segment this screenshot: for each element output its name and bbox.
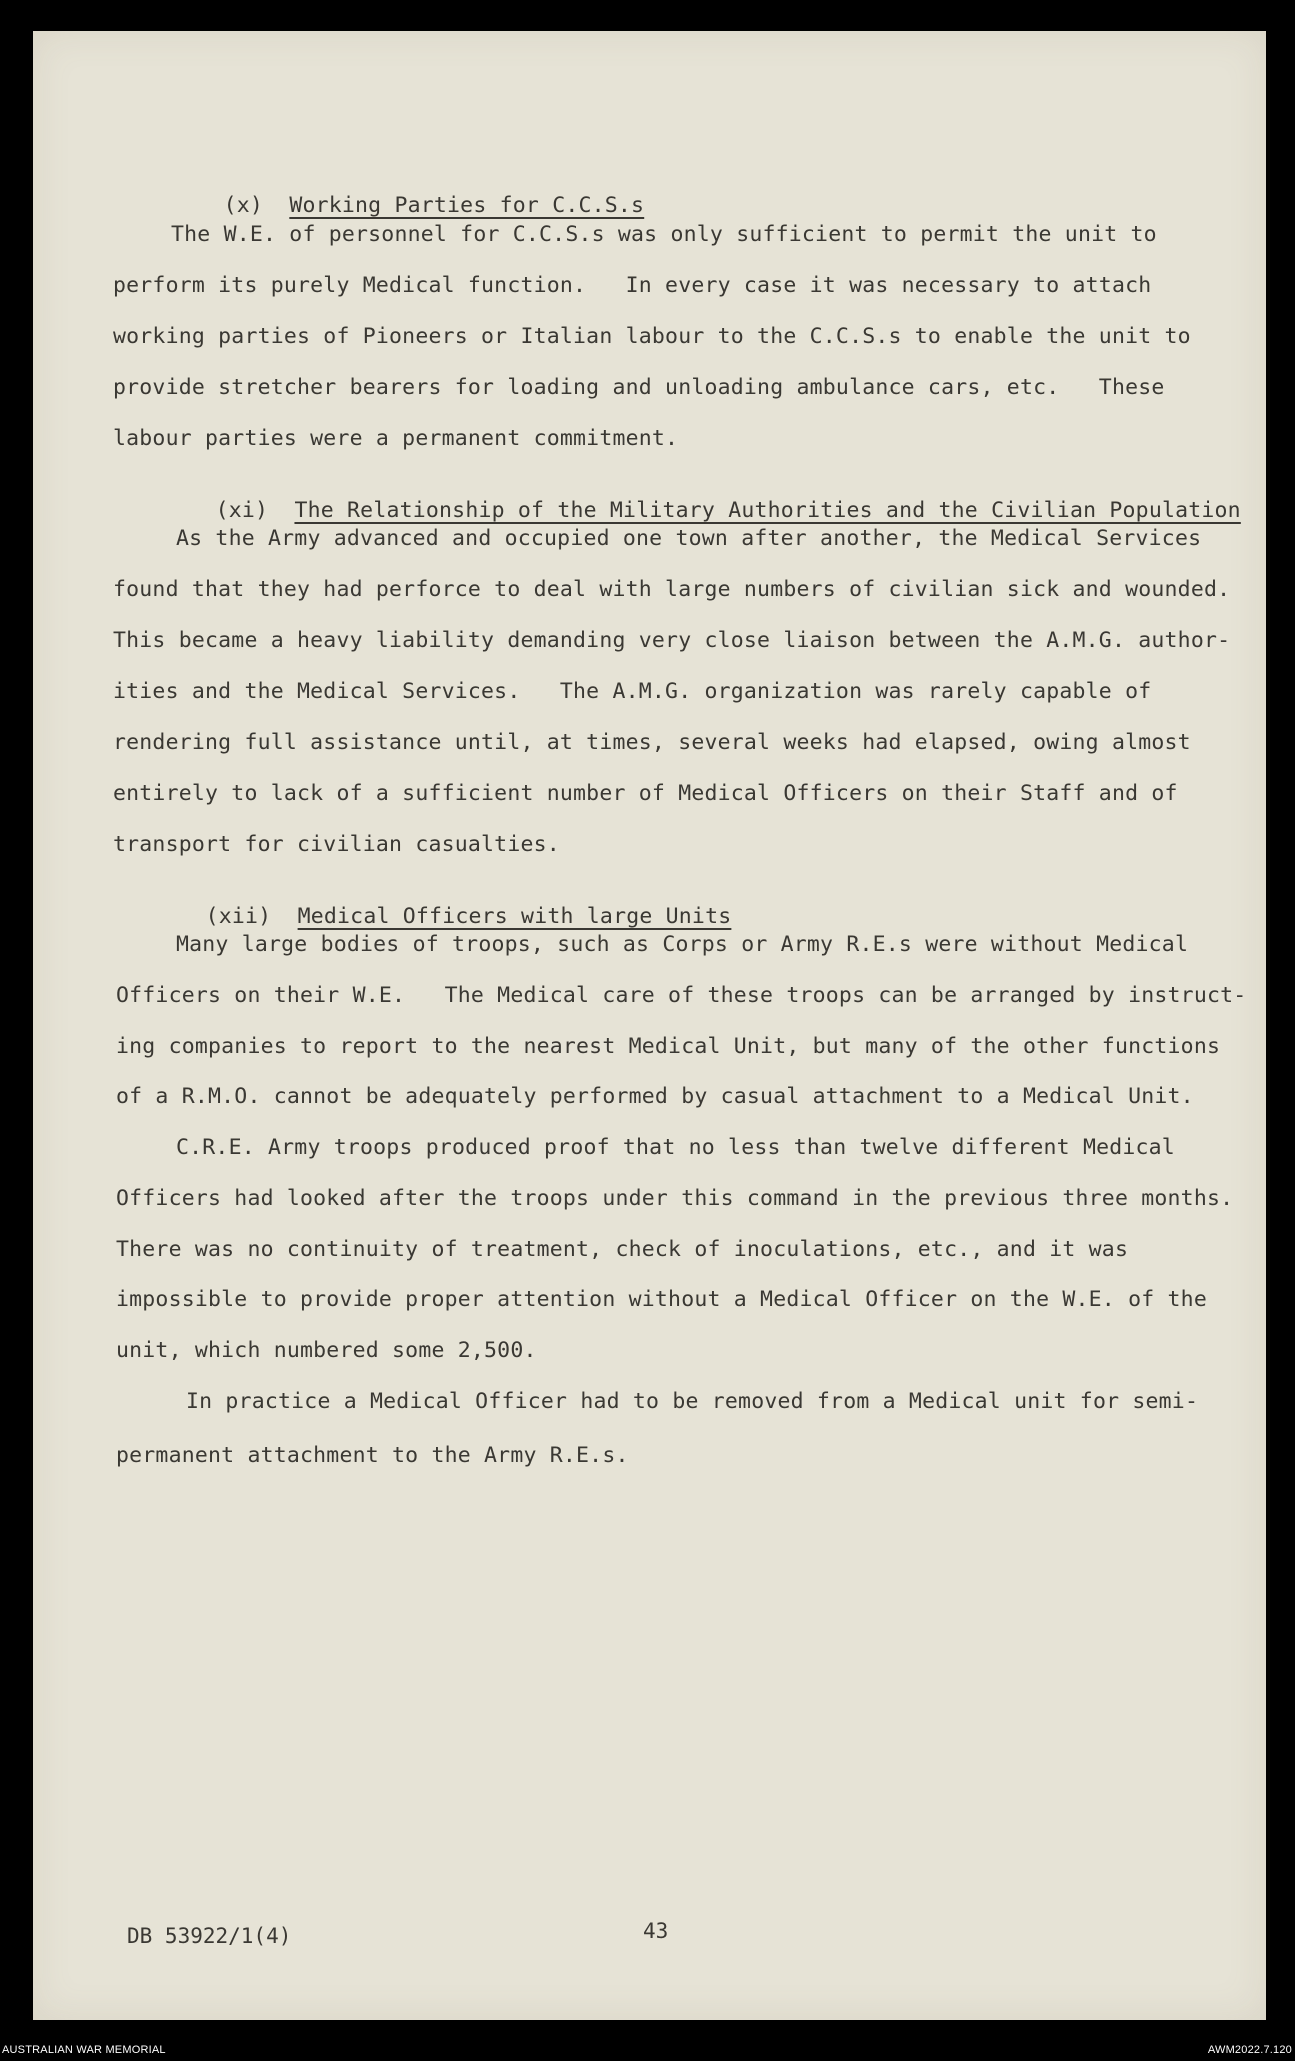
paragraph-line: ing companies to report to the nearest Medical Unit, but many of the other functions — [116, 1034, 1221, 1059]
document-reference: DB 53922/1(4) — [127, 1924, 292, 1948]
paragraph-line: entirely to lack of a sufficient number of Medical Officers on their Staff and of — [113, 781, 1178, 806]
archive-label-right: AWM2022.7.120 — [1207, 2044, 1292, 2056]
paragraph-line: provide stretcher bearers for loading and unloading ambulance cars, etc. These — [113, 375, 1165, 400]
paragraph-line: Officers on their W.E. The Medical care of these troops can be arranged by instruct- — [116, 983, 1247, 1008]
paragraph-line: unit, which numbered some 2,500. — [116, 1338, 537, 1363]
paragraph-line: impossible to provide proper attention without a Medical Officer on the W.E. of the — [116, 1287, 1207, 1312]
paragraph-line: Officers had looked after the troops under this command in the previous three months. — [116, 1186, 1234, 1211]
paragraph-line: This became a heavy liability demanding very close liaison between the A.M.G. author- — [113, 628, 1231, 653]
section-title: Working Parties for C.C.S.s — [289, 192, 645, 218]
paragraph-line: rendering full assistance until, at times, several weeks had elapsed, owing almost — [113, 730, 1191, 755]
paragraph-line: of a R.M.O. cannot be adequately performed by casual attachment to a Medical Unit. — [116, 1084, 1194, 1109]
paragraph-line: permanent attachment to the Army R.E.s. — [116, 1443, 629, 1468]
paragraph-line: labour parties were a permanent commitment. — [113, 426, 679, 451]
paragraph-line: Many large bodies of troops, such as Corps or Army R.E.s were without Medical — [176, 932, 1189, 957]
paragraph-line: perform its purely Medical function. In every case it was necessary to attach — [113, 273, 1152, 298]
page-number: 43 — [643, 1919, 669, 1943]
section-title: Medical Officers with large Units — [297, 903, 732, 929]
section-number: (x) — [223, 192, 264, 218]
paragraph-line: There was no continuity of treatment, check of inoculations, etc., and it was — [116, 1237, 1129, 1262]
section-number: (xi) — [215, 497, 269, 523]
document-page — [33, 31, 1266, 2020]
paragraph-line: ities and the Medical Services. The A.M.G. organization was rarely capable of — [113, 679, 1152, 704]
section-title: The Relationship of the Military Authorities and the Civilian Population — [294, 497, 1241, 523]
paragraph-line: C.R.E. Army troops produced proof that no less than twelve different Medical — [176, 1135, 1175, 1160]
archive-label-left: AUSTRALIAN WAR MEMORIAL — [2, 2044, 166, 2056]
paragraph-line: transport for civilian casualties. — [113, 832, 560, 857]
paragraph-line: As the Army advanced and occupied one town after another, the Medical Services — [176, 526, 1202, 551]
paragraph-line: In practice a Medical Officer had to be removed from a Medical unit for semi- — [186, 1389, 1199, 1414]
section-number: (xii) — [205, 903, 272, 929]
paragraph-line: working parties of Pioneers or Italian labour to the C.C.S.s to enable the unit to — [113, 324, 1191, 349]
paragraph-line: found that they had perforce to deal with large numbers of civilian sick and wounded. — [113, 577, 1231, 602]
paragraph-line: The W.E. of personnel for C.C.S.s was only sufficient to permit the unit to — [171, 222, 1157, 247]
